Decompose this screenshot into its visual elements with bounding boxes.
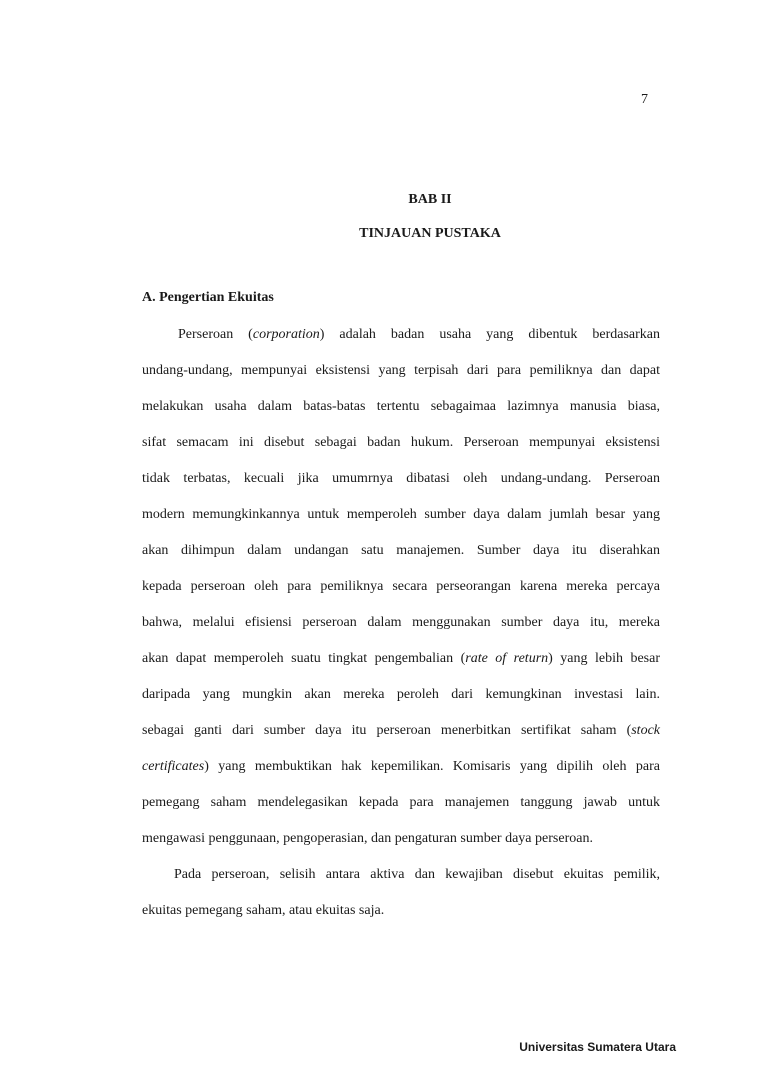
paragraph-line (142, 722, 660, 740)
text-run: ) yang lebih besar (548, 651, 660, 666)
paragraph-line (178, 326, 660, 344)
italic-term: corporation (252, 327, 320, 342)
paragraph-line: pemegang saham mendelegasikan kepada para manajemen tanggung jawab untuk (142, 795, 660, 810)
text-run: ) adalah badan usaha yang dibentuk berdasarkan (319, 327, 660, 342)
page-number: 7 (641, 92, 648, 107)
paragraph-line: mengawasi penggunaan, pengoperasian, dan pengaturan sumber daya perseroan. (142, 831, 593, 846)
paragraph-line (142, 650, 660, 668)
italic-term: rate of return (465, 651, 549, 666)
paragraph-line: daripada yang mungkin akan mereka peroleh dari kemungkinan investasi lain. (142, 687, 660, 702)
text-run: akan dapat memperoleh suatu tingkat pengembalian ( (142, 651, 466, 666)
chapter-number: BAB II (408, 192, 452, 207)
paragraph-line: kepada perseroan oleh para pemiliknya secara perseorangan karena mereka percaya (142, 579, 660, 594)
paragraph-line: Pada perseroan, selisih antara aktiva dan kewajiban disebut ekuitas pemilik, (174, 867, 660, 882)
paragraph-line: undang-undang, mempunyai eksistensi yang terpisah dari para pemiliknya dan dapat (142, 363, 660, 378)
section-heading: A. Pengertian Ekuitas (142, 290, 274, 305)
paragraph-line (142, 758, 660, 776)
paragraph-line: sifat semacam ini disebut sebagai badan hukum. Perseroan mempunyai eksistensi (142, 435, 660, 450)
italic-term: certificates (142, 759, 205, 774)
text-run: ) yang membuktikan hak kepemilikan. Komisaris yang dipilih oleh para (204, 759, 660, 774)
italic-term: stock (631, 723, 660, 738)
paragraph-line: ekuitas pemegang saham, atau ekuitas saja. (142, 903, 385, 918)
footer-institution: Universitas Sumatera Utara (519, 1040, 676, 1054)
paragraph-line: bahwa, melalui efisiensi perseroan dalam menggunakan sumber daya itu, mereka (142, 615, 660, 630)
paragraph-line: tidak terbatas, kecuali jika umumrnya dibatasi oleh undang-undang. Perseroan (142, 471, 660, 486)
paragraph-line: melakukan usaha dalam batas-batas tertentu sebagaimaa lazimnya manusia biasa, (142, 399, 660, 414)
chapter-title: TINJAUAN PUSTAKA (359, 226, 501, 241)
paragraph-line: modern memungkinkannya untuk memperoleh sumber daya dalam jumlah besar yang (142, 507, 660, 522)
text-run: sebagai ganti dari sumber daya itu perseroan menerbitkan sertifikat saham ( (142, 723, 632, 738)
paragraph-line: akan dihimpun dalam undangan satu manajemen. Sumber daya itu diserahkan (142, 543, 660, 558)
text-run: Perseroan ( (178, 327, 253, 342)
